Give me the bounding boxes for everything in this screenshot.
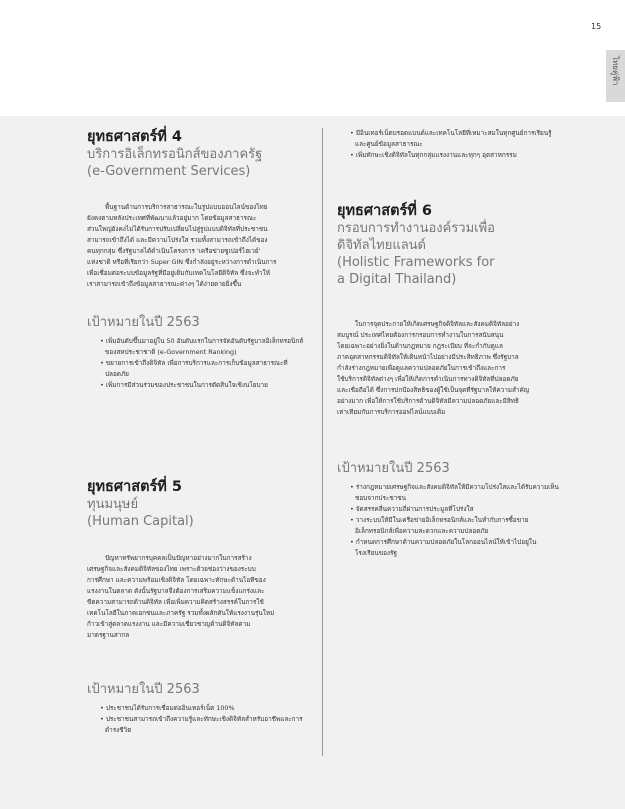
strategy-6-subtitle-th-line-1: กรอบการทำงานองค์รวมเพื่อ — [337, 221, 495, 236]
content-panel — [0, 116, 625, 809]
side-tab-label: ไทยคู่ฟ้า — [611, 56, 620, 86]
goal-item: • ประชาชนสามารถเข้าถึงความรู้และทักษะเชิงดิจิทัลสำหรับอาชีพและการดำรงชีวิต — [87, 714, 309, 736]
body-line: ในการจุดประกายให้เกิดเศรษฐกิจดิจิทัลและสังคมดิจิทัลอย่าง — [355, 320, 520, 328]
strategy-5-title: ยุทธศาสตร์ที่ 5 — [87, 479, 183, 495]
goal-item: • มีอินเทอร์เน็ตบรอดแบนด์และเทคโนโลยีที่เหมาะสมในทุกศูนย์การเรียนรู้และศูนย์ข้อมูลสาธารณะ — [337, 128, 559, 150]
column-divider — [322, 128, 323, 756]
body-line: สมบูรณ์ ประเทศไทยต้องการกรอบการทำงานในการสนับสนุน — [337, 331, 504, 339]
body-line: ยังคงตามหลังประเทศที่พัฒนาแล้วอยู่มาก โดยข้อมูลสาธารณะ — [87, 214, 257, 222]
goal-item: • เพิ่มการมีส่วนร่วมของประชาชนในการตัดสินใจเชิงนโยบาย — [87, 380, 309, 391]
body-line: โดยเฉพาะอย่างยิ่งในด้านกฎหมาย กฎระเบียบ ที่จะกำกับดูแล — [337, 342, 503, 350]
body-line: เราสามารถเข้าถึงข้อมูลสาธารณะต่างๆ ได้ง่ายดายยิ่งขึ้น — [87, 280, 242, 288]
strategy-4-section — [87, 128, 309, 180]
body-line: การศึกษา และความพร้อมเชิงดิจิทัล โดยเฉพาะทักษะด้านไอทีของ — [87, 576, 266, 584]
strategy-5-body — [87, 553, 309, 641]
body-line: ภาคอุตสาหกรรมดิจิทัลให้เดินหน้าไปอย่างมีประสิทธิภาพ ซึ่งรัฐบาล — [337, 353, 519, 361]
goal-item: • ขยายการเข้าถึงดิจิทัล เพื่อการบริการและการเก็บข้อมูลสาธารณะที่ปลอดภัย — [87, 358, 309, 380]
goal-heading: เป้าหมายในปี 2563 — [87, 682, 200, 697]
strategy-6-subtitle-en-line-1: (Holistic Frameworks for — [337, 255, 495, 270]
strategy-6-section — [337, 202, 559, 288]
goal-item: • ร่างกฎหมายเศรษฐกิจและสังคมดิจิทัลให้มีความโปร่งใสและได้รับความเห็นชอบจากประชาชน — [337, 482, 559, 504]
body-line: ก้าวเข้าสู่ตลาดแรงงาน และมีความเชี่ยวชาญด้านดิจิทัลตาม — [87, 620, 251, 628]
strategy-6-title: ยุทธศาสตร์ที่ 6 — [337, 203, 433, 219]
strategy-5-subtitle-en: (Human Capital) — [87, 514, 194, 529]
strategy-6-subtitle-th-line-2: ดิจิทัลไทยแลนด์ — [337, 238, 426, 253]
body-line: แห่งชาติ หรือที่เรียกว่า Super GIN ซึ่งกำลังอยู่ระหว่างการดำเนินการ — [87, 258, 277, 266]
body-line: เศรษฐกิจและสังคมดิจิทัลของไทย เพราะด้วยช่องว่างของระบบ — [87, 565, 256, 573]
page-number: 15 — [591, 22, 602, 31]
strategy-5-goals-continued — [337, 128, 559, 161]
strategy-6-subtitle-en-line-2: a Digital Thailand) — [337, 272, 457, 287]
strategy-5-section — [87, 478, 309, 530]
body-line: สามารถเข้าถึงได้ และมีความโปร่งใส รวมทั้งสามารถเข้าถึงได้ของ — [87, 236, 268, 244]
body-line: พื้นฐานด้านการบริการสาธารณะในรูปแบบออนไลน์ของไทย — [105, 203, 268, 211]
goal-item: • กำหนดการศึกษาด้านความปลอดภัยในโลกออนไลน์ให้เข้าไปอยู่ในโรงเรียนของรัฐ — [337, 537, 559, 559]
strategy-4-subtitle-en: (e-Government Services) — [87, 164, 251, 179]
body-line: ปัญหาทรัพยากรบุคคลเป็นปัญหาอย่างมากในการสร้าง — [105, 554, 252, 562]
strategy-4-title: ยุทธศาสตร์ที่ 4 — [87, 129, 183, 145]
strategy-4-subtitle-th: บริการอิเล็กทรอนิกส์ของภาครัฐ — [87, 147, 263, 162]
goal-item: • เพิ่มอันดับขึ้นมาอยู่ใน 50 อันดับแรกในการจัดอันดับรัฐบาลอิเล็กทรอนิกส์ของสหประชาชาติ (e-Government Ranking) — [87, 336, 309, 358]
body-line: มาตรฐานสากล — [87, 631, 130, 639]
body-line: ใช้บริการดิจิทัลต่างๆ เพื่อให้เกิดการดำเนินการทางดิจิทัลที่ปลอดภัย — [337, 375, 519, 383]
strategy-4-goals — [87, 314, 309, 391]
goal-heading: เป้าหมายในปี 2563 — [337, 461, 450, 476]
body-line: คนทุกกลุ่ม ซึ่งรัฐบาลได้ดำเนินโครงการ 'เครือข่ายซูเปอร์ไฮเวย์' — [87, 247, 261, 255]
body-line: ขีดความสามารถด้านดิจิทัล เพื่อเพิ่มความคิดสร้างสรรค์ในการใช้ — [87, 598, 264, 606]
strategy-6-body — [337, 319, 559, 418]
goal-item: • ประชาชนได้รับการเชื่อมต่ออินเทอร์เน็ต 100% — [87, 703, 309, 714]
body-line: อย่างมาก เพื่อให้การใช้บริการด้านดิจิทัลมีความปลอดภัยและมีสิทธิ — [337, 397, 519, 405]
goal-item: • เพิ่มทักษะเชิงดิจิทัลในทุกกลุ่มแรงงานและทุกๆ อุตสาหกรรม — [337, 150, 559, 161]
body-line: เทคโนโลยีในภาคเอกชนและภาครัฐ รวมทั้งผลักดันให้แรงงานรุ่นใหม่ — [87, 609, 275, 617]
strategy-4-body — [87, 202, 309, 290]
goal-item: • วางระบบให้มีในเครือข่ายอิเล็กทรอนิกส์และในทำกับการซื้อขายอิเล็กทรอนิกส์เพื่อความสะดวกและความปลอดภัย — [337, 515, 559, 537]
strategy-6-goals — [337, 460, 559, 559]
goal-heading: เป้าหมายในปี 2563 — [87, 315, 200, 330]
body-line: กำลังร่างกฎหมายเพื่อดูแลความปลอดภัยในการเข้าถึงและการ — [337, 364, 506, 372]
body-line: ส่วนใหญ่ยังคงไม่ได้รับการปรับเปลี่ยนไปสู่รูปแบบดิจิทัลที่ประชาชน — [87, 225, 268, 233]
strategy-5-goals — [87, 681, 309, 736]
page-header — [0, 0, 625, 116]
body-line: และเชื่อถือได้ ซึ่งการปกป้องสิทธิของผู้ใช้เป็นจุดที่รัฐบาลให้ความสำคัญ — [337, 386, 530, 394]
body-line: แรงงานในตลาด ดังนั้นรัฐบาลจึงต้องการเสริมความแข็งแกร่งและ — [87, 587, 265, 595]
body-line: เท่าเทียมกันการบริการออฟไลน์แบบเดิม — [337, 408, 446, 416]
strategy-5-subtitle-th: ทุนมนุษย์ — [87, 497, 139, 512]
body-line: เพื่อเชื่อมต่อระบบข้อมูลรัฐที่มีอยู่เดิมกับเทคโนโลยีดิจิทัล ซึ่งจะทำให้ — [87, 269, 270, 277]
side-tab — [606, 50, 625, 102]
goal-item: • จัดสรรคลื่นความถี่ผ่านการประมูลที่โปร่งใส — [337, 504, 559, 515]
